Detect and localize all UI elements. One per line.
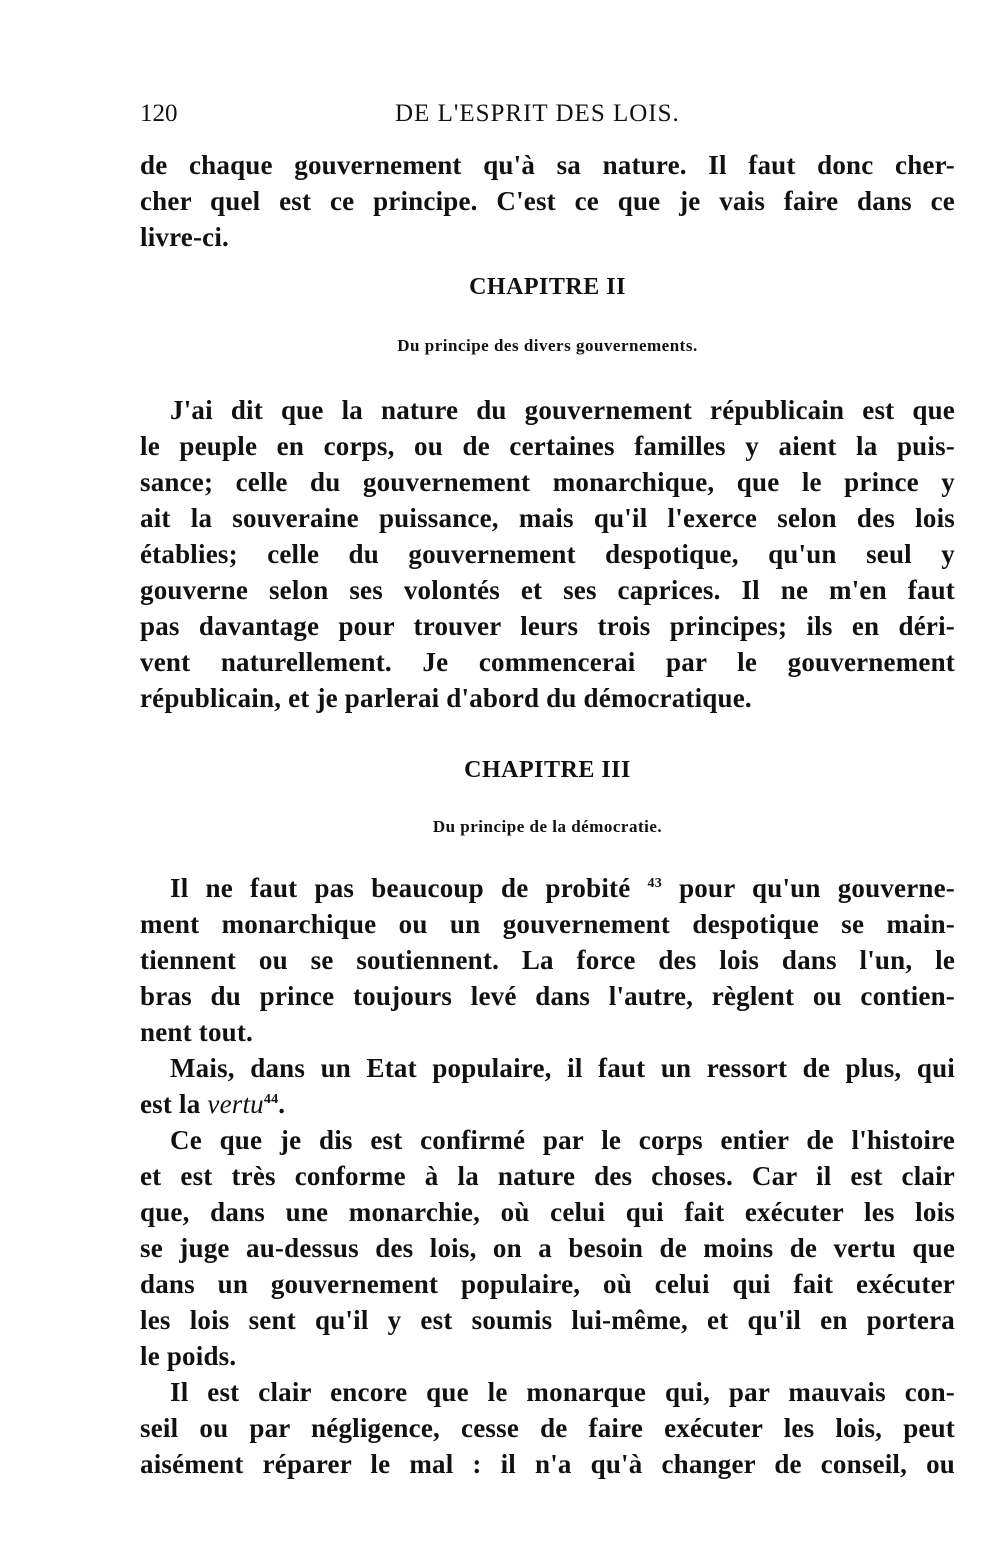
text-line: et est très conforme à la nature des choses. Car il est clair (140, 1161, 955, 1191)
text-line: ait la souveraine puissance, mais qu'il l'exerce selon des lois (140, 503, 955, 533)
text-line: pas davantage pour trouver leurs trois principes; ils en déri- (140, 611, 955, 641)
paragraph-1 (140, 392, 955, 716)
text-line: livre-ci. (140, 222, 230, 252)
chapter-2-title: CHAPITRE II (469, 274, 626, 300)
text-run: pour qu'un gouverne- (661, 873, 955, 903)
text-line: le poids. (140, 1341, 237, 1371)
text-line: tiennent ou se soutiennent. La force des lois dans l'un, le (140, 945, 955, 975)
text-line: cher quel est ce principe. C'est ce que je vais faire dans ce (140, 186, 955, 216)
text-line: dans un gouvernement populaire, où celui qui fait exécuter (140, 1269, 955, 1299)
text-line: républicain, et je parlerai d'abord du démocratique. (140, 683, 752, 713)
text-line: se juge au-dessus des lois, on a besoin de moins de vertu que (140, 1233, 955, 1263)
text-run: Il ne faut pas beaucoup de probité (170, 873, 631, 903)
text-line: sance; celle du gouvernement monarchique, que le prince y (140, 467, 955, 497)
text-line (140, 870, 955, 906)
footnote-ref-43: 43 (647, 876, 662, 891)
running-title: DE L'ESPRIT DES LOIS. (395, 100, 680, 127)
page-number: 120 (140, 100, 178, 127)
text-line: J'ai dit que la nature du gouvernement républicain est que (170, 395, 955, 425)
text-line: les lois sent qu'il y est soumis lui-même, et qu'il en portera (140, 1305, 955, 1335)
text-line: Ce que je dis est confirmé par le corps entier de l'histoire (170, 1125, 955, 1155)
chapter-3-subtitle: Du principe de la démocratie. (432, 817, 663, 836)
text-line (140, 1086, 955, 1122)
text-line: le peuple en corps, ou de certaines familles y aient la puis- (140, 431, 955, 461)
text-line: nent tout. (140, 1017, 254, 1047)
paragraph-0 (140, 147, 955, 255)
text-line: seil ou par négligence, cesse de faire exécuter les lois, peut (140, 1413, 955, 1443)
running-header (140, 96, 720, 132)
text-line: Il est clair encore que le monarque qui, par mauvais con- (170, 1377, 955, 1407)
text-line: de chaque gouvernement qu'à sa nature. Il faut donc cher- (140, 150, 955, 180)
chapter-3-title: CHAPITRE III (464, 757, 631, 783)
text-run: est la (140, 1089, 208, 1119)
text-line: vent naturellement. Je commencerai par le gouvernement (140, 647, 955, 677)
text-line: que, dans une monarchie, où celui qui fait exécuter les lois (140, 1197, 955, 1227)
footnote-ref-44: 44 (263, 1092, 279, 1107)
text-line: établies; celle du gouvernement despotique, qu'un seul y (140, 539, 955, 569)
text-line: aisément réparer le mal : il n'a qu'à changer de conseil, ou (140, 1449, 955, 1479)
text-line: Mais, dans un Etat populaire, il faut un ressort de plus, qui (170, 1053, 955, 1083)
text-line: gouverne selon ses volontés et ses caprices. Il ne m'en faut (140, 575, 955, 605)
emphasis-vertu: vertu (207, 1089, 264, 1119)
text-run: . (278, 1089, 286, 1119)
chapter-2-subtitle: Du principe des divers gouvernements. (397, 336, 698, 355)
text-line: ment monarchique ou un gouvernement despotique se main- (140, 909, 955, 939)
paragraph-2 (140, 870, 955, 1482)
text-line: bras du prince toujours levé dans l'autre, règlent ou contien- (140, 981, 955, 1011)
